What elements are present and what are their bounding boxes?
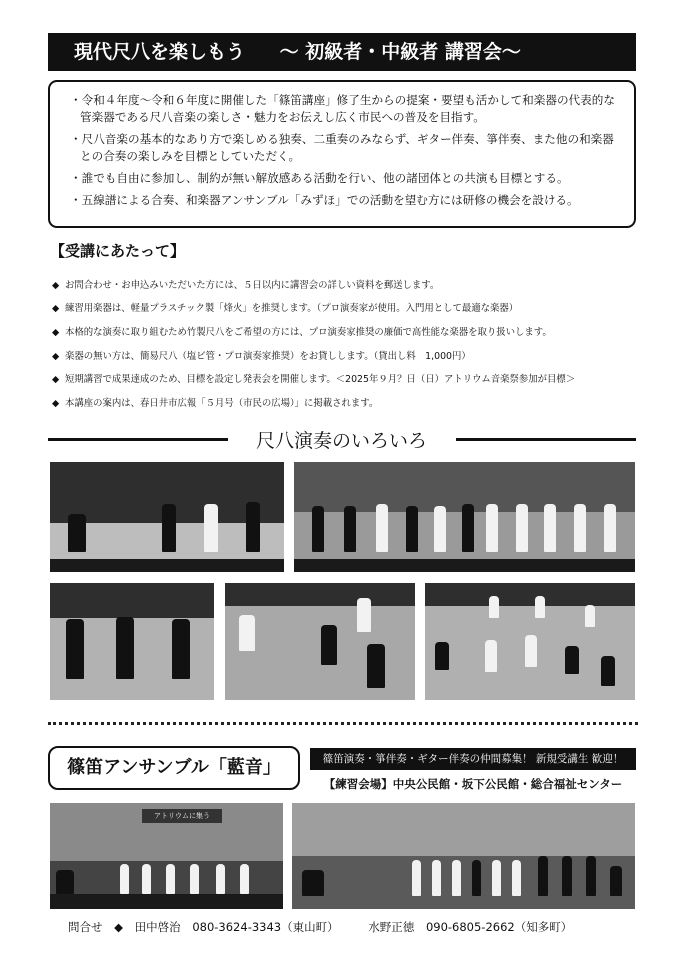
intro-item: ・誰でも自由に参加し、制約が無い解放感ある活動を行い、他の諸団体との共演も目標とする。 bbox=[70, 171, 569, 185]
intro-box bbox=[48, 80, 636, 228]
photo-koto-and-shakuhachi bbox=[225, 583, 415, 700]
note-text: 楽器の無い方は、簡易尺八（塩ビ管・プロ演奏家推奨）をお貸しします。（貸出し料 1,000円） bbox=[64, 351, 471, 362]
note-text: 本格的な演奏に取り組むため竹製尺八をご希望の方には、プロ演奏家推奨の廉価で高性能な楽器を取り扱いします。 bbox=[64, 327, 552, 338]
note-item bbox=[52, 324, 552, 338]
diamond-bullet-icon: ◆ bbox=[52, 327, 60, 338]
diamond-bullet-icon: ◆ bbox=[52, 398, 60, 409]
photo-guitar-and-shakuhachi bbox=[50, 462, 284, 572]
note-text: 練習用楽器は、軽量プラスチック製「烽火」を推奨します。（プロ演奏家が使用。入門用として最適な楽器） bbox=[64, 303, 519, 314]
photo-shinobue-ensemble-atrium bbox=[50, 803, 283, 909]
intro-item: ・五線譜による合奏、和楽器アンサンブル「みずほ」での活動を望む方には研修の機会を設ける。 bbox=[70, 193, 579, 207]
note-text: 本講座の案内は、春日井市広報「５月号（市民の広場）」に掲載されます。 bbox=[64, 398, 379, 409]
contact-person-1: 田中啓治 bbox=[134, 920, 181, 934]
intro-item: ・尺八音楽の基本的なあり方で楽しめる独奏、二重奏のみならず、ギター伴奏、箏伴奏、また他の和楽器との合奏の楽しみを目標としていただく。 bbox=[70, 132, 614, 163]
note-item bbox=[52, 371, 575, 385]
diamond-bullet-icon: ◆ bbox=[52, 351, 60, 362]
page-subtitle: ～ 初級者・中級者 講習会～ bbox=[279, 41, 521, 63]
note-text: お問合わせ・お申込みいただいた方には、５日以内に講習会の詳しい資料を郵送します。 bbox=[64, 280, 440, 291]
title-bar bbox=[48, 33, 636, 71]
note-text: 短期講習で成果達成のため、目標を設定し発表会を開催します。＜2025年９月？日（日）アトリウム音楽祭参加が目標＞ bbox=[64, 374, 576, 385]
practice-venue: 【練習会場】中央公民館・坂下公民館・総合福祉センター bbox=[323, 777, 623, 791]
page-title: 現代尺八を楽しもう bbox=[74, 41, 246, 63]
performance-heading bbox=[0, 426, 683, 453]
note-item bbox=[52, 300, 518, 314]
intro-item: ・令和４年度～令和６年度に開催した「篠笛講座」修了生からの提案・要望も活かして和楽器の代表的な管楽器である尺八音楽の楽しさ・魅力をお伝えし広く市民への普及を目指す。 bbox=[70, 93, 615, 124]
contact-person-2: 水野正徳 bbox=[368, 920, 415, 934]
contact-phone-2: 090-6805-2662（知多町） bbox=[425, 920, 573, 934]
recruit-banner: 篠笛演奏・箏伴奏・ギター伴奏の仲間募集！ 新規受講生 歓迎！ bbox=[310, 748, 636, 770]
dotted-divider bbox=[48, 722, 638, 725]
stage-sign: アトリウムに集う bbox=[142, 809, 222, 823]
contact-label: 問合せ bbox=[68, 920, 103, 934]
note-item bbox=[52, 395, 378, 409]
note-item bbox=[52, 348, 471, 362]
diamond-bullet-icon: ◆ bbox=[52, 280, 60, 291]
photo-shinobue-ensemble-hall bbox=[292, 803, 635, 909]
diamond-bullet-icon: ◆ bbox=[52, 303, 60, 314]
ensemble-name-box: 篠笛アンサンブル「藍音」 bbox=[48, 746, 300, 790]
note-item bbox=[52, 277, 439, 291]
photo-japanese-instrument-ensemble bbox=[425, 583, 635, 700]
contact-line bbox=[68, 919, 580, 935]
diamond-bullet-icon: ◆ bbox=[52, 374, 60, 385]
photo-shakuhachi-ensemble bbox=[294, 462, 635, 572]
performance-heading-text: 尺八演奏のいろいろ bbox=[248, 430, 435, 452]
diamond-bullet-icon: ◆ bbox=[114, 920, 124, 934]
notes-heading: 【受講にあたって】 bbox=[50, 242, 186, 260]
photo-shakuhachi-trio bbox=[50, 583, 214, 700]
contact-phone-1: 080-3624-3343（東山町） bbox=[192, 920, 339, 934]
